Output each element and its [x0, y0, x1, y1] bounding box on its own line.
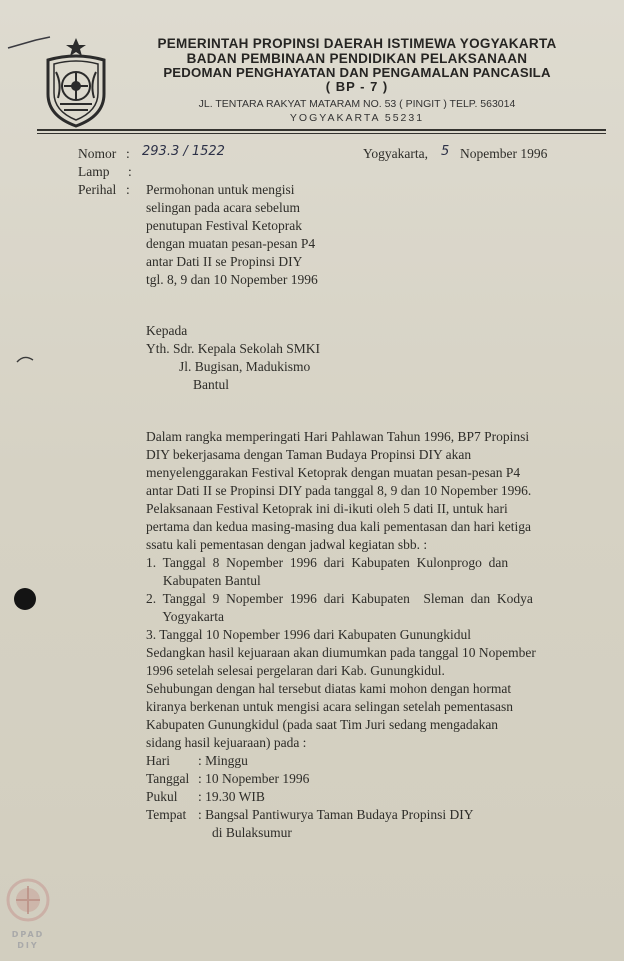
schedule-list-item: 1. Tanggal 8 Nopember 1996 dari Kabupaten Kulonprogo dan — [146, 555, 509, 570]
schedule-list-item: Kabupaten Bantul — [146, 573, 261, 588]
perihal-label: Perihal — [78, 182, 117, 197]
body-line: DIY bekerjasama dengan Taman Budaya Propinsi DIY akan — [146, 447, 472, 462]
body-line: Sehubungan dengan hal tersebut diatas kami mohon dengan hormat — [146, 681, 512, 696]
body-line: Sedangkan hasil kejuaraan akan diumumkan pada tanggal 10 Nopember — [146, 645, 536, 660]
recipient-kepada: Kepada — [146, 323, 188, 338]
body-line: ssatu kali pementasan dengan jadwal kegiatan sbb. : — [146, 537, 428, 552]
body-line: pertama dan kedua masing-masing dua kali pementasan dan hari ketiga — [146, 519, 531, 534]
schedule-label-tempat: Tempat — [146, 807, 187, 822]
body-line: sidang hasil kejuaraan) pada : — [146, 735, 307, 750]
body-line: 1996 setelah selesai pergelaran dari Kab. Gunungkidul. — [146, 663, 445, 678]
date-day: 5 — [441, 144, 450, 159]
letterhead-rule-thick — [37, 129, 606, 131]
perihal-line: penutupan Festival Ketoprak — [146, 218, 302, 233]
nomor-colon: : — [126, 146, 130, 161]
perihal-line: antar Dati II se Propinsi DIY — [146, 254, 303, 269]
date-rest: Nopember 1996 — [460, 146, 548, 161]
schedule-value-tempat: : Bangsal Pantiwurya Taman Budaya Propinsi DIY — [198, 807, 474, 822]
letterhead-line-3: PEDOMAN PENGHAYATAN DAN PENGAMALAN PANCASILA — [163, 65, 551, 80]
body-line: menyelenggarakan Festival Ketoprak dengan muatan pesan-pesan P4 — [146, 465, 521, 480]
punch-hole — [14, 588, 36, 610]
place-date: Yogyakarta, — [363, 146, 428, 161]
schedule-value-tempat-cont: di Bulaksumur — [212, 825, 292, 840]
margin-mark — [14, 352, 36, 366]
perihal-line: tgl. 8, 9 dan 10 Nopember 1996 — [146, 272, 318, 287]
schedule-label-hari: Hari — [146, 753, 170, 768]
watermark-text-2: DIY — [17, 941, 39, 950]
letterhead-line-2: BADAN PEMBINAAN PENDIDIKAN PELAKSANAAN — [186, 51, 528, 66]
nomor-value: 293.3 / 1522 — [142, 144, 225, 159]
letterhead-line-4: ( BP - 7 ) — [325, 79, 389, 94]
letterhead-address: JL. TENTARA RAKYAT MATARAM NO. 53 ( PINGIT ) TELP. 563014 — [198, 98, 516, 110]
recipient-line-1: Yth. Sdr. Kepala Sekolah SMKI — [146, 341, 320, 356]
lamp-colon: : — [128, 164, 132, 179]
perihal-line: selingan pada acara sebelum — [146, 200, 301, 215]
schedule-value-hari: : Minggu — [198, 753, 248, 768]
perihal-line: dengan muatan pesan-pesan P4 — [146, 236, 316, 251]
province-crest-icon — [38, 36, 114, 128]
letterhead-rule-thin — [37, 133, 606, 134]
recipient-line-2: Jl. Bugisan, Madukismo — [179, 359, 311, 374]
body-line: Pelaksanaan Festival Ketoprak ini di-ikuti oleh 5 dati II, untuk hari — [146, 501, 508, 516]
body-line: Dalam rangka memperingati Hari Pahlawan Tahun 1996, BP7 Propinsi — [146, 429, 530, 444]
body-line: kiranya berkenan untuk mengisi acara selingan setelah pementasasn — [146, 699, 513, 714]
perihal-colon: : — [126, 182, 130, 197]
recipient-line-3: Bantul — [193, 377, 229, 392]
nomor-label: Nomor — [78, 146, 117, 161]
letterhead-city: YOGYAKARTA 55231 — [289, 112, 425, 124]
schedule-label-tanggal: Tanggal — [146, 771, 190, 786]
schedule-list-item: 3. Tanggal 10 Nopember 1996 dari Kabupaten Gunungkidul — [146, 627, 471, 642]
schedule-label-pukul: Pukul — [146, 789, 178, 804]
schedule-value-tanggal: : 10 Nopember 1996 — [198, 771, 310, 786]
body-line: Kabupaten Gunungkidul (pada saat Tim Juri sedang mengadakan — [146, 717, 499, 732]
lamp-label: Lamp — [78, 164, 110, 179]
schedule-list-item: Yogyakarta — [146, 609, 224, 624]
watermark-text-1: DPAD — [11, 930, 45, 939]
perihal-line: Permohonan untuk mengisi — [146, 182, 295, 197]
schedule-list-item: 2. Tanggal 9 Nopember 1996 dari Kabupaten Sleman dan Kodya — [146, 591, 533, 606]
schedule-value-pukul: : 19.30 WIB — [198, 789, 265, 804]
body-line: antar Dati II se Propinsi DIY pada tanggal 8, 9 dan 10 Nopember 1996. — [146, 483, 532, 498]
letterhead-line-1: PEMERINTAH PROPINSI DAERAH ISTIMEWA YOGYAKARTA — [157, 36, 557, 51]
